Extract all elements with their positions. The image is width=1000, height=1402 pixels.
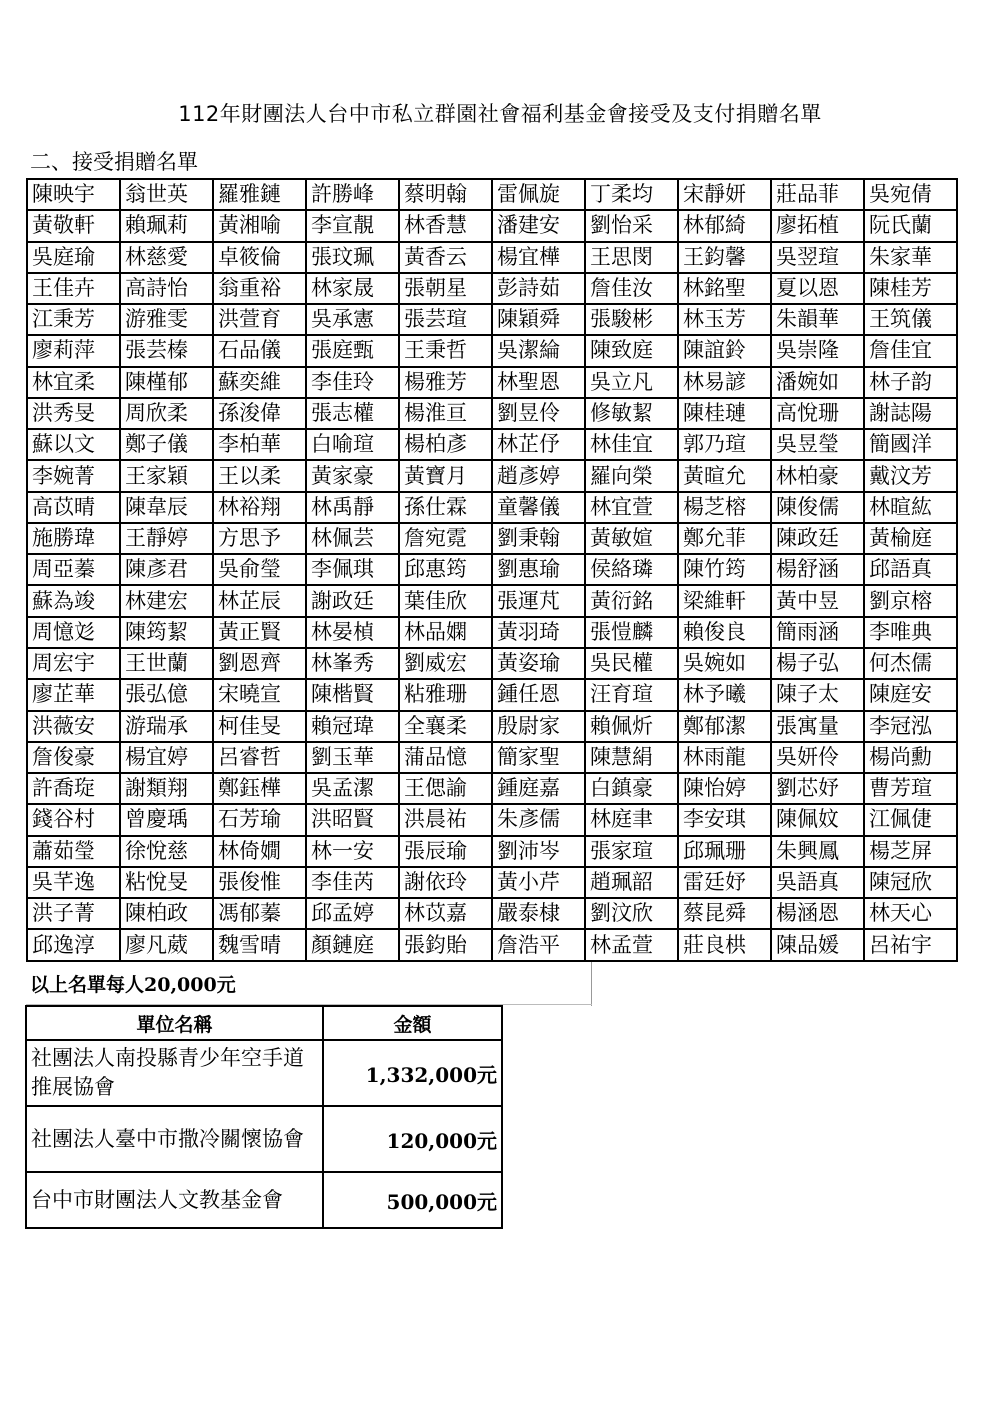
donor-name-cell: 陳冠欣	[864, 867, 957, 898]
donor-name-cell: 陳竹筠	[678, 554, 771, 585]
donor-name-cell: 白喻瑄	[306, 429, 399, 460]
table-row	[27, 367, 957, 398]
donor-name-cell: 陳柏政	[120, 898, 213, 929]
donor-name-cell: 劉怡采	[585, 210, 678, 241]
donor-name-cell: 陳品媛	[771, 929, 864, 961]
donor-name-cell: 曹芳瑄	[864, 773, 957, 804]
donor-name-cell: 吳婉如	[678, 648, 771, 679]
donor-name-cell: 戴汶芳	[864, 460, 957, 491]
donor-name-cell: 黃家豪	[306, 460, 399, 491]
donor-name-cell: 陳筠絜	[120, 617, 213, 648]
donor-name-cell: 翁世英	[120, 179, 213, 210]
table-row	[27, 460, 957, 491]
donor-name-cell: 陳桂璉	[678, 398, 771, 429]
donor-name-cell: 楊淮亘	[399, 398, 492, 429]
donor-name-cell: 張俊惟	[213, 867, 306, 898]
table-row	[27, 429, 957, 460]
donor-name-cell: 林品嫻	[399, 617, 492, 648]
donor-name-cell: 張寓量	[771, 711, 864, 742]
donor-name-cell: 簡家聖	[492, 742, 585, 773]
donor-name-cell: 黃香云	[399, 242, 492, 273]
donor-name-cell: 白鎮豪	[585, 773, 678, 804]
donor-name-cell: 莊品菲	[771, 179, 864, 210]
donor-name-cell: 張愷麟	[585, 617, 678, 648]
donor-name-cell: 王筑儀	[864, 304, 957, 335]
donor-name-cell: 張芸榛	[120, 335, 213, 366]
donor-name-cell: 魏雪晴	[213, 929, 306, 961]
table-row	[27, 648, 957, 679]
donor-name-cell: 張家瑄	[585, 836, 678, 867]
donor-name-cell: 陳映宇	[27, 179, 120, 210]
donor-name-cell: 劉汶欣	[585, 898, 678, 929]
donor-name-cell: 林苡嘉	[399, 898, 492, 929]
donor-name-cell: 謝政廷	[306, 585, 399, 616]
donor-name-cell: 朱家華	[864, 242, 957, 273]
donor-name-cell: 林芷辰	[213, 585, 306, 616]
donor-name-cell: 侯絡璘	[585, 554, 678, 585]
donor-name-cell: 吳芊逸	[27, 867, 120, 898]
donor-name-cell: 賴佩炘	[585, 711, 678, 742]
donor-name-cell: 粘悅旻	[120, 867, 213, 898]
donor-name-cell: 林建宏	[120, 585, 213, 616]
donor-name-cell: 林銘聖	[678, 273, 771, 304]
donor-name-cell: 蔡明翰	[399, 179, 492, 210]
donor-name-cell: 林子韵	[864, 367, 957, 398]
donor-name-cell: 鍾任恩	[492, 679, 585, 710]
donor-name-cell: 丁柔均	[585, 179, 678, 210]
table-row	[27, 836, 957, 867]
donor-name-cell: 周憶彣	[27, 617, 120, 648]
donor-name-cell: 翁重裕	[213, 273, 306, 304]
donor-name-cell: 吳潔綸	[492, 335, 585, 366]
donor-name-cell: 林禹靜	[306, 492, 399, 523]
donor-name-cell: 張芸瑄	[399, 304, 492, 335]
donor-name-cell: 周宏宇	[27, 648, 120, 679]
donor-name-cell: 馮郁蓁	[213, 898, 306, 929]
donor-name-cell: 林香慧	[399, 210, 492, 241]
donor-name-cell: 孫浚偉	[213, 398, 306, 429]
donor-name-cell: 游瑞承	[120, 711, 213, 742]
donor-name-cell: 洪秀旻	[27, 398, 120, 429]
donor-name-cell: 黃榆庭	[864, 523, 957, 554]
donor-name-cell: 修敏絜	[585, 398, 678, 429]
donor-name-cell: 石芳瑜	[213, 804, 306, 835]
donor-name-cell: 林晏楨	[306, 617, 399, 648]
donor-name-cell: 吳昱瑩	[771, 429, 864, 460]
donor-name-cell: 劉恩齊	[213, 648, 306, 679]
donor-name-cell: 吳妍伶	[771, 742, 864, 773]
donor-name-cell: 李佩琪	[306, 554, 399, 585]
donor-name-cell: 陳楷賢	[306, 679, 399, 710]
donor-name-cell: 邱逸淳	[27, 929, 120, 961]
donor-name-cell: 林玉芳	[678, 304, 771, 335]
donor-name-cell: 趙珮韶	[585, 867, 678, 898]
donor-name-cell: 陳佩妏	[771, 804, 864, 835]
donor-name-cell: 張駿彬	[585, 304, 678, 335]
table-row	[27, 804, 957, 835]
donor-name-cell: 楊宜婷	[120, 742, 213, 773]
donor-name-cell: 楊尚勳	[864, 742, 957, 773]
donor-name-cell: 楊芝榕	[678, 492, 771, 523]
table-row	[27, 898, 957, 929]
donor-name-cell: 林易諺	[678, 367, 771, 398]
donor-name-cell: 彭詩茹	[492, 273, 585, 304]
donor-name-cell: 高詩怡	[120, 273, 213, 304]
donor-name-cell: 方思予	[213, 523, 306, 554]
donor-name-cell: 謝類翔	[120, 773, 213, 804]
donor-name-cell: 汪育瑄	[585, 679, 678, 710]
donor-name-cell: 陳韋辰	[120, 492, 213, 523]
table-row	[27, 929, 957, 961]
donor-name-cell: 石品儀	[213, 335, 306, 366]
donor-name-cell: 楊涵恩	[771, 898, 864, 929]
table-row	[27, 742, 957, 773]
donor-name-cell: 楊宜樺	[492, 242, 585, 273]
donor-name-cell: 張朝星	[399, 273, 492, 304]
donor-name-cell: 吳宛倩	[864, 179, 957, 210]
donor-name-cell: 林慈愛	[120, 242, 213, 273]
donor-name-cell: 林聖恩	[492, 367, 585, 398]
donor-name-cell: 童馨儀	[492, 492, 585, 523]
donor-name-cell: 黃寶月	[399, 460, 492, 491]
donor-name-cell: 顏鏈庭	[306, 929, 399, 961]
table-divider	[591, 962, 592, 1006]
donor-name-cell: 林庭聿	[585, 804, 678, 835]
donor-name-cell: 邱惠筠	[399, 554, 492, 585]
donor-name-cell: 洪萱育	[213, 304, 306, 335]
header-unit-name: 單位名稱	[26, 1006, 323, 1040]
donor-name-cell: 王鈞馨	[678, 242, 771, 273]
donor-name-cell: 潘建安	[492, 210, 585, 241]
donor-name-cell: 吳承憲	[306, 304, 399, 335]
donor-name-cell: 雷佩旋	[492, 179, 585, 210]
donor-name-cell: 徐悅慈	[120, 836, 213, 867]
donor-name-cell: 劉芯妤	[771, 773, 864, 804]
donor-name-table	[26, 178, 958, 962]
header-amount: 金額	[323, 1006, 502, 1040]
donor-name-cell: 何杰儒	[864, 648, 957, 679]
donor-name-cell: 林宜柔	[27, 367, 120, 398]
donor-name-cell: 劉惠瑜	[492, 554, 585, 585]
donor-name-cell: 劉昱伶	[492, 398, 585, 429]
donor-name-cell: 吳翌瑄	[771, 242, 864, 273]
donor-name-cell: 吳崇隆	[771, 335, 864, 366]
donor-name-cell: 李宣靚	[306, 210, 399, 241]
donor-name-cell: 林予曦	[678, 679, 771, 710]
donor-name-cell: 蘇為竣	[27, 585, 120, 616]
donor-name-cell: 洪昭賢	[306, 804, 399, 835]
donor-name-cell: 高悅珊	[771, 398, 864, 429]
table-row	[27, 179, 957, 210]
donor-name-cell: 陳彥君	[120, 554, 213, 585]
donor-name-cell: 張鈞貽	[399, 929, 492, 961]
unit-name-cell: 社團法人南投縣青少年空手道推展協會	[26, 1040, 323, 1106]
donor-name-cell: 陳庭安	[864, 679, 957, 710]
donor-name-cell: 黃敬軒	[27, 210, 120, 241]
donor-name-cell: 詹佳汝	[585, 273, 678, 304]
table-row	[27, 242, 957, 273]
donor-name-cell: 林峯秀	[306, 648, 399, 679]
donor-name-cell: 高苡晴	[27, 492, 120, 523]
donor-name-cell: 蘇以文	[27, 429, 120, 460]
donor-name-cell: 黃湘喻	[213, 210, 306, 241]
donor-name-cell: 張弘億	[120, 679, 213, 710]
donor-name-cell: 吳語真	[771, 867, 864, 898]
donor-name-cell: 王秉哲	[399, 335, 492, 366]
donor-name-cell: 雷廷妤	[678, 867, 771, 898]
donor-name-cell: 蔡昆舜	[678, 898, 771, 929]
donor-name-cell: 林倚嫺	[213, 836, 306, 867]
amount-cell: 120,000元	[323, 1106, 502, 1172]
donor-name-cell: 謝誌陽	[864, 398, 957, 429]
donor-name-cell: 許喬琁	[27, 773, 120, 804]
donor-name-cell: 李佳芮	[306, 867, 399, 898]
donor-name-cell: 阮氏蘭	[864, 210, 957, 241]
donor-name-cell: 鄭郁潔	[678, 711, 771, 742]
donor-name-cell: 黃暄允	[678, 460, 771, 491]
table-row	[27, 335, 957, 366]
table-row	[27, 554, 957, 585]
donor-name-cell: 夏以恩	[771, 273, 864, 304]
table-row	[27, 617, 957, 648]
donor-name-cell: 葉佳欣	[399, 585, 492, 616]
donor-name-cell: 林郁綺	[678, 210, 771, 241]
donor-name-cell: 楊子弘	[771, 648, 864, 679]
donor-name-cell: 陳子太	[771, 679, 864, 710]
donor-name-cell: 洪薇安	[27, 711, 120, 742]
donor-name-cell: 陳俊儒	[771, 492, 864, 523]
donor-name-cell: 吳孟潔	[306, 773, 399, 804]
donor-name-cell: 林一安	[306, 836, 399, 867]
donor-name-cell: 林宜萱	[585, 492, 678, 523]
donor-name-cell: 劉秉翰	[492, 523, 585, 554]
donor-name-cell: 全襄柔	[399, 711, 492, 742]
donor-name-cell: 廖凡葳	[120, 929, 213, 961]
table-row	[27, 773, 957, 804]
donor-name-cell: 朱彥儒	[492, 804, 585, 835]
table-row	[27, 398, 957, 429]
donor-name-cell: 黃羽琦	[492, 617, 585, 648]
table-row	[27, 679, 957, 710]
donor-name-cell: 邱珮珊	[678, 836, 771, 867]
donor-name-cell: 林孟萱	[585, 929, 678, 961]
donor-name-cell: 王靜婷	[120, 523, 213, 554]
donor-name-cell: 黃敏媗	[585, 523, 678, 554]
document-title: 112年財團法人台中市私立群園社會福利基金會接受及支付捐贈名單	[178, 102, 822, 126]
donor-name-cell: 王以柔	[213, 460, 306, 491]
donor-name-cell: 羅雅鏈	[213, 179, 306, 210]
donor-name-cell: 殷尉家	[492, 711, 585, 742]
donor-name-cell: 楊柏彥	[399, 429, 492, 460]
donor-name-cell: 李柏華	[213, 429, 306, 460]
donor-name-cell: 呂睿哲	[213, 742, 306, 773]
donor-name-cell: 賴俊良	[678, 617, 771, 648]
donor-name-cell: 吳立凡	[585, 367, 678, 398]
donor-name-cell: 呂祐宇	[864, 929, 957, 961]
donor-name-cell: 劉沛岑	[492, 836, 585, 867]
donor-name-cell: 劉京榕	[864, 585, 957, 616]
donor-name-cell: 張玟珮	[306, 242, 399, 273]
donor-name-cell: 卓筱倫	[213, 242, 306, 273]
donor-name-cell: 廖拓植	[771, 210, 864, 241]
donor-name-cell: 朱韻華	[771, 304, 864, 335]
donor-name-cell: 曾慶瑀	[120, 804, 213, 835]
donor-name-cell: 蒲品憶	[399, 742, 492, 773]
section-heading: 二、接受捐贈名單	[30, 150, 198, 174]
donor-name-cell: 孫仕霖	[399, 492, 492, 523]
donor-name-cell: 詹浩平	[492, 929, 585, 961]
donor-name-cell: 張辰瑜	[399, 836, 492, 867]
donor-name-cell: 蕭茹瑩	[27, 836, 120, 867]
table-row	[27, 711, 957, 742]
donor-name-cell: 陳桂芳	[864, 273, 957, 304]
donor-name-cell: 趙彥婷	[492, 460, 585, 491]
donor-name-cell: 李婉菁	[27, 460, 120, 491]
donor-name-cell: 林家晟	[306, 273, 399, 304]
donor-name-cell: 劉玉華	[306, 742, 399, 773]
donor-name-cell: 張庭甄	[306, 335, 399, 366]
donor-name-cell: 陳慧絹	[585, 742, 678, 773]
donor-name-cell: 黃正賢	[213, 617, 306, 648]
donor-name-cell: 王思閔	[585, 242, 678, 273]
amount-cell: 500,000元	[323, 1172, 502, 1228]
donor-name-cell: 張運芃	[492, 585, 585, 616]
table-row	[27, 523, 957, 554]
donor-name-cell: 莊良栱	[678, 929, 771, 961]
donor-name-cell: 賴珮莉	[120, 210, 213, 241]
table-row	[26, 1106, 502, 1172]
table-row	[27, 585, 957, 616]
donor-name-cell: 周欣柔	[120, 398, 213, 429]
donor-name-cell: 林佩芸	[306, 523, 399, 554]
donor-name-cell: 朱興鳳	[771, 836, 864, 867]
donor-name-cell: 簡國洋	[864, 429, 957, 460]
donor-name-cell: 羅向榮	[585, 460, 678, 491]
donor-name-cell: 陳穎舜	[492, 304, 585, 335]
donor-name-cell: 施勝瑋	[27, 523, 120, 554]
donor-name-cell: 黃姿瑜	[492, 648, 585, 679]
amount-note: 以上名單每人20,000元	[30, 974, 236, 996]
unit-donation-table	[25, 1005, 503, 1229]
donor-name-cell: 鍾庭嘉	[492, 773, 585, 804]
donor-name-cell: 許勝峰	[306, 179, 399, 210]
donor-name-cell: 陳誼鈴	[678, 335, 771, 366]
donor-name-cell: 楊舒涵	[771, 554, 864, 585]
donor-name-cell: 鄭允菲	[678, 523, 771, 554]
donor-name-cell: 張志權	[306, 398, 399, 429]
donor-name-cell: 陳槿郁	[120, 367, 213, 398]
donor-name-cell: 黃衍銘	[585, 585, 678, 616]
donor-name-cell: 鄭鈺樺	[213, 773, 306, 804]
amount-cell: 1,332,000元	[323, 1040, 502, 1106]
donor-name-cell: 周亞蓁	[27, 554, 120, 585]
donor-name-cell: 詹宛霓	[399, 523, 492, 554]
unit-name-cell: 台中市財團法人文教基金會	[26, 1172, 323, 1228]
donor-name-cell: 邱語真	[864, 554, 957, 585]
donor-name-cell: 陳致庭	[585, 335, 678, 366]
donor-name-cell: 吳庭瑜	[27, 242, 120, 273]
donor-name-cell: 鄭子儀	[120, 429, 213, 460]
donor-name-cell: 李安琪	[678, 804, 771, 835]
donor-name-cell: 詹俊豪	[27, 742, 120, 773]
table-row	[27, 273, 957, 304]
donor-name-cell: 廖莉萍	[27, 335, 120, 366]
donor-name-cell: 潘婉如	[771, 367, 864, 398]
donor-name-cell: 梁維軒	[678, 585, 771, 616]
table-row	[27, 492, 957, 523]
donor-name-cell: 林佳宜	[585, 429, 678, 460]
donor-name-cell: 林柏豪	[771, 460, 864, 491]
donor-name-cell: 李唯典	[864, 617, 957, 648]
donor-name-cell: 謝依玲	[399, 867, 492, 898]
donor-name-cell: 林暄紘	[864, 492, 957, 523]
donor-name-cell: 楊芝屏	[864, 836, 957, 867]
table-row	[26, 1040, 502, 1106]
table-row	[26, 1172, 502, 1228]
donor-name-cell: 洪子菁	[27, 898, 120, 929]
donor-name-cell: 林裕翔	[213, 492, 306, 523]
donor-name-cell: 李冠泓	[864, 711, 957, 742]
donor-name-cell: 游雅雯	[120, 304, 213, 335]
donor-name-cell: 詹佳宜	[864, 335, 957, 366]
donor-name-cell: 王偲諭	[399, 773, 492, 804]
donor-name-cell: 吳俞瑩	[213, 554, 306, 585]
donor-name-cell: 粘雅珊	[399, 679, 492, 710]
table-row	[27, 304, 957, 335]
unit-name-cell: 社團法人臺中市撒冷關懷協會	[26, 1106, 323, 1172]
donor-name-cell: 邱孟婷	[306, 898, 399, 929]
donor-name-cell: 楊雅芳	[399, 367, 492, 398]
donor-name-cell: 嚴泰棣	[492, 898, 585, 929]
donor-name-cell: 郭乃瑄	[678, 429, 771, 460]
donor-name-cell: 柯佳旻	[213, 711, 306, 742]
donor-name-cell: 宋曉宣	[213, 679, 306, 710]
donor-name-cell: 李佳玲	[306, 367, 399, 398]
donor-name-cell: 林芷伃	[492, 429, 585, 460]
donor-name-cell: 王佳卉	[27, 273, 120, 304]
donor-name-cell: 林雨龍	[678, 742, 771, 773]
donor-name-cell: 陳政廷	[771, 523, 864, 554]
donor-name-cell: 江佩倢	[864, 804, 957, 835]
donor-name-cell: 黃中昱	[771, 585, 864, 616]
donor-name-cell: 林天心	[864, 898, 957, 929]
donor-name-cell: 廖芷華	[27, 679, 120, 710]
donor-name-cell: 黃小芹	[492, 867, 585, 898]
donor-name-cell: 吳民權	[585, 648, 678, 679]
donor-name-cell: 簡雨涵	[771, 617, 864, 648]
donor-name-cell: 劉威宏	[399, 648, 492, 679]
table-row	[27, 210, 957, 241]
donor-name-cell: 江秉芳	[27, 304, 120, 335]
donor-name-cell: 蘇奕維	[213, 367, 306, 398]
donor-name-cell: 陳怡婷	[678, 773, 771, 804]
donor-name-cell: 宋靜妍	[678, 179, 771, 210]
donor-name-cell: 錢谷村	[27, 804, 120, 835]
donor-name-cell: 王世蘭	[120, 648, 213, 679]
donor-name-cell: 洪晨祐	[399, 804, 492, 835]
donor-name-cell: 賴冠瑋	[306, 711, 399, 742]
donor-name-cell: 王家穎	[120, 460, 213, 491]
table-row	[27, 867, 957, 898]
